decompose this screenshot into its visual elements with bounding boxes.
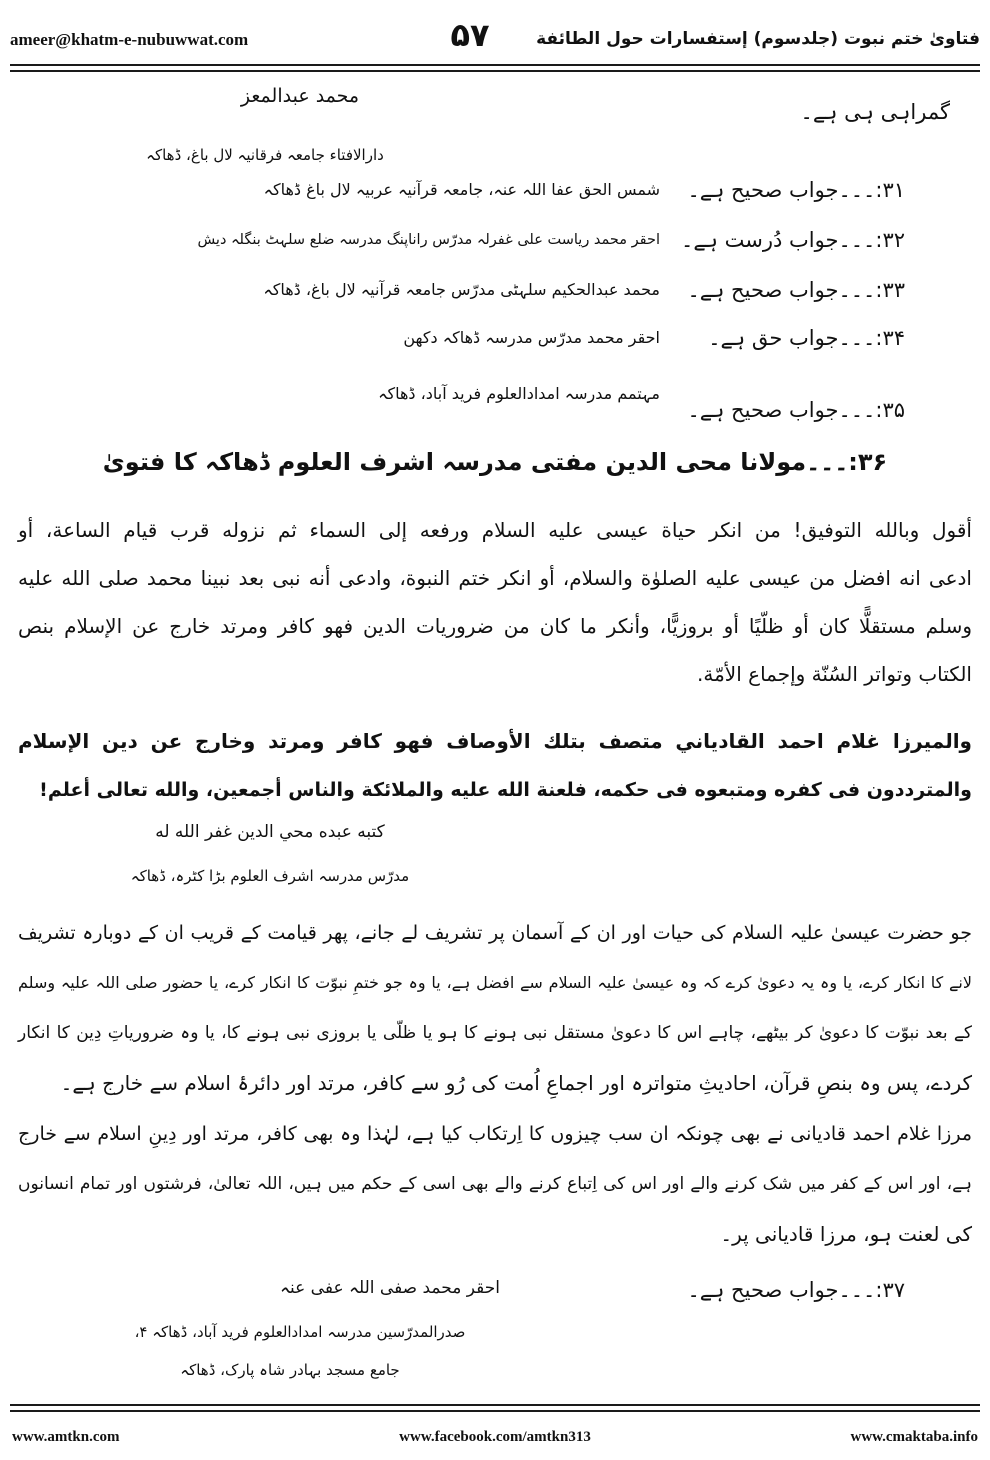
arabic-verdict-line: والميرزا غلام احمد القادياني متصف بتلك الأوصاف فهو كافر ومرتد وخارج عن دين الإسلام bbox=[18, 729, 972, 753]
endorsement-label: ۳۱:۔۔۔جواب صحیح ہے۔ bbox=[687, 178, 905, 202]
arabic-ruling-line: أقول وبالله التوفيق! من انكر حياة عيسى عليه السلام ورفعه إلى السماء ثم نزوله قرب قيام الساعة، أو bbox=[18, 518, 972, 542]
endorsement-label: ۳۳:۔۔۔جواب صحیح ہے۔ bbox=[687, 278, 905, 302]
endorsement-institution: جامع مسجد بہادر شاہ پارک، ڈھاکہ bbox=[180, 1361, 400, 1379]
endorsement-label: ۳۷:۔۔۔جواب صحیح ہے۔ bbox=[687, 1278, 905, 1302]
urdu-verdict-line: کی لعنت ہو، مرزا قادیانی پر۔ bbox=[720, 1222, 972, 1246]
urdu-translation-line: جو حضرت عیسیٰ علیہ السلام کی حیات اور ان کے آسمان پر تشریف لے جانے، پھر قیامت کے قریب ان کے دوبارہ تشریف bbox=[18, 922, 972, 944]
footer-website-left: www.amtkn.com bbox=[12, 1429, 120, 1445]
urdu-verdict-line: ہے، اور اس کے کفر میں شک کرنے والے اور اس کی اِتباع کرنے والے بھی اسی کے حکم میں ہیں، اللہ تعالیٰ، فرشتوں اور تمام انسانوں bbox=[18, 1174, 972, 1194]
header-email: ameer@khatm-e-nubuwwat.com bbox=[10, 30, 249, 49]
endorsement-signature: مہتمم مدرسہ امدادالعلوم فرید آباد، ڈھاکہ bbox=[378, 384, 660, 403]
endorsement-label: ۳۵:۔۔۔جواب صحیح ہے۔ bbox=[687, 398, 905, 422]
arabic-ruling-line: ادعى انه افضل من عيسى عليه الصلوٰة والسلام، أو انكر ختم النبوة، وادعى أنه نبى بعد نبينا محمد صلى الله عليه bbox=[18, 566, 972, 590]
endorsement-signature: محمد عبدالحکیم سلہٹی مدرّس جامعہ قرآنیہ لال باغ، ڈھاکہ bbox=[263, 280, 660, 299]
mufti-signature: كتبه عبده محي الدين غفر الله له bbox=[155, 822, 385, 842]
urdu-translation-line: لانے کا انکار کرے، یا وہ یہ دعویٰ کرے کہ وہ عیسیٰ علیہ السلام سے افضل ہے، یا وہ جو ختمِ نبوّت کا انکار کرے، یا حضور صلی اللہ علیہ وسلم bbox=[18, 973, 972, 992]
endorsement-signature: احقر محمد صفی اللہ عفی عنہ bbox=[280, 1278, 500, 1298]
arabic-ruling-line: وسلم مستقلًّا كان أو ظلّيًا أو بروزيًّا، وأنكر ما كان من ضروريات الدين فهو كافر ومرتد خارج عن الإسلام بنص bbox=[18, 614, 972, 638]
footer-facebook-link: www.facebook.com/amtkn313 bbox=[399, 1429, 591, 1445]
endorsement-signature: شمس الحق عفا اللہ عنہ، جامعہ قرآنیہ عربیہ لال باغ ڈھاکہ bbox=[263, 180, 660, 199]
signatory-institution: دارالافتاء جامعہ فرقانیہ لال باغ، ڈھاکہ bbox=[146, 146, 384, 164]
header-rule-bottom bbox=[10, 70, 980, 72]
signatory-name: محمد عبدالمعز bbox=[240, 85, 360, 107]
header-rule-top bbox=[10, 64, 980, 66]
closing-text: گمراہی ہی ہے۔ bbox=[800, 100, 950, 124]
footer-rule-bottom bbox=[10, 1410, 980, 1412]
endorsement-signature: احقر محمد ریاست علی غفرلہ مدرّس راناپنگ مدرسہ ضلع سلہٹ بنگلہ دیش bbox=[197, 232, 660, 248]
endorsement-institution: صدرالمدرّسین مدرسہ امدادالعلوم فرید آباد، ڈھاکہ ۴، bbox=[134, 1323, 466, 1341]
fatwa-heading: ۳۶:۔۔۔مولانا محی الدین مفتی مدرسہ اشرف العلوم ڈھاکہ کا فتویٰ bbox=[102, 448, 888, 476]
footer-website-right: www.cmaktaba.info bbox=[850, 1429, 978, 1445]
endorsement-label: ۳۲:۔۔۔جواب دُرست ہے۔ bbox=[681, 228, 905, 252]
arabic-verdict-line: والمترددون فى كفره ومتبعوه فى حكمه، فلعنة الله عليه والملائكة والناس أجمعين، والله تعالى أعلم! bbox=[39, 779, 972, 801]
urdu-translation-line: کردے، پس وہ بنصِ قرآن، احادیثِ متواترہ اور اجماعِ اُمت کی رُو سے کافر، مرتد اور دائرۂ اسلام سے خارج ہے۔ bbox=[60, 1071, 972, 1095]
book-title: فتاویٰ ختم نبوت (جلدسوم) إستفسارات حول الطائفة bbox=[536, 29, 980, 49]
arabic-ruling-line: الكتاب وتواتر السُنّة وإجماع الأمّة. bbox=[697, 662, 972, 686]
endorsement-signature: احقر محمد مدرّس مدرسہ ڈھاکہ دکھن bbox=[403, 328, 660, 347]
page-number: ۵۷ bbox=[450, 16, 490, 54]
footer-rule-top bbox=[10, 1404, 980, 1406]
urdu-translation-line: کے بعد نبوّت کا دعویٰ کر بیٹھے، چاہے اس کا دعویٰ مستقل نبی ہونے کا ہو یا ظلّی یا بروزی نبی ہونے کا، یا وہ ضروریاتِ دِین کا انکار bbox=[18, 1023, 972, 1043]
urdu-verdict-line: مرزا غلام احمد قادیانی نے بھی چونکہ ان سب چیزوں کا اِرتکاب کیا ہے، لہٰذا وہ بھی کافر، مرتد اور دِینِ اسلام سے خارج bbox=[18, 1123, 972, 1145]
mufti-institution: مدرّس مدرسہ اشرف العلوم بڑا کٹرہ، ڈھاکہ bbox=[130, 867, 410, 885]
endorsement-label: ۳۴:۔۔۔جواب حق ہے۔ bbox=[708, 326, 905, 350]
